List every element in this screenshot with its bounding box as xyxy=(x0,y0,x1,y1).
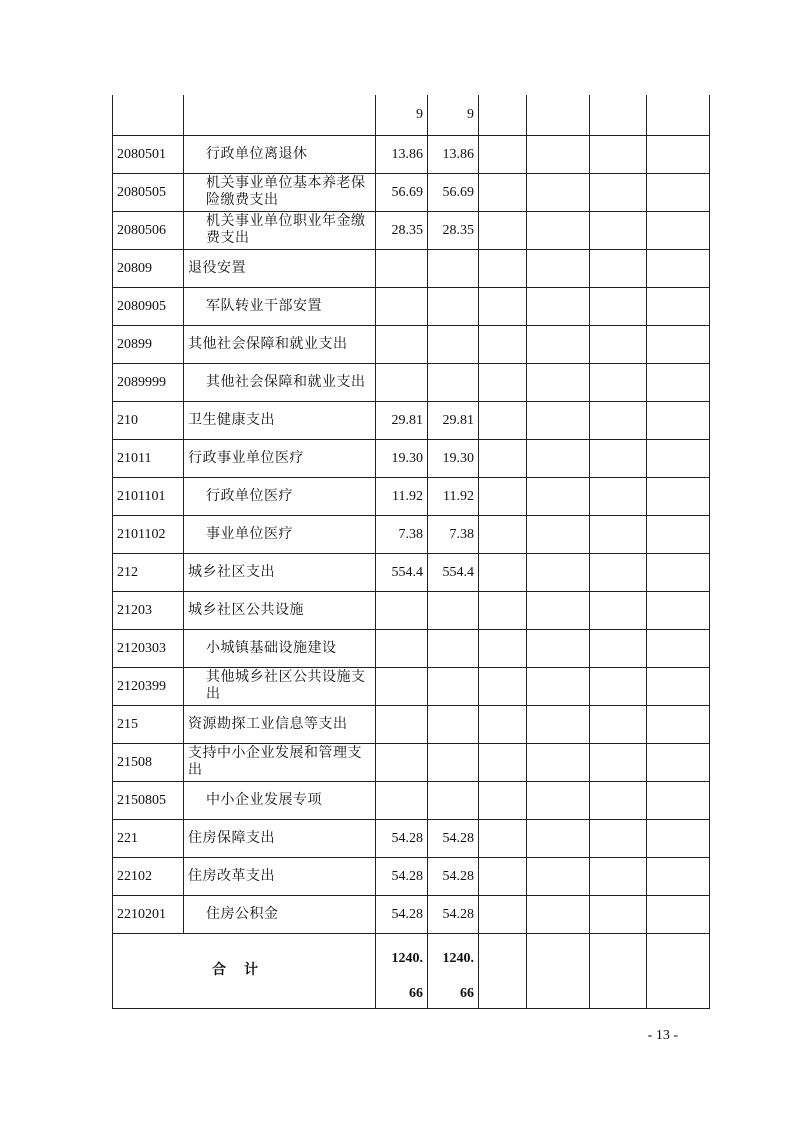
table-row xyxy=(113,515,710,553)
amount-cell xyxy=(376,363,428,401)
empty-cell xyxy=(647,249,710,287)
amount-cell xyxy=(376,705,428,743)
name-cell: 中小企业发展专项 xyxy=(184,781,376,819)
empty-cell xyxy=(527,743,590,781)
empty-cell xyxy=(479,553,527,591)
empty-cell xyxy=(479,895,527,933)
empty-cell xyxy=(590,781,647,819)
empty-cell xyxy=(527,515,590,553)
amount-cell xyxy=(428,781,479,819)
empty-cell xyxy=(527,781,590,819)
code-cell: 2089999 xyxy=(113,363,184,401)
empty-cell xyxy=(527,667,590,705)
budget-table xyxy=(112,95,710,1009)
amount-cell: 54.28 xyxy=(376,857,428,895)
table-row xyxy=(113,705,710,743)
empty-cell xyxy=(647,287,710,325)
empty-cell xyxy=(590,287,647,325)
empty-cell xyxy=(527,629,590,667)
name-cell: 支持中小企业发展和管理支出 xyxy=(184,743,376,781)
name-cell: 城乡社区支出 xyxy=(184,553,376,591)
empty-cell xyxy=(590,401,647,439)
code-cell: 2080501 xyxy=(113,135,184,173)
name-cell: 卫生健康支出 xyxy=(184,401,376,439)
code-cell: 20809 xyxy=(113,249,184,287)
empty-cell xyxy=(647,667,710,705)
empty-cell xyxy=(647,705,710,743)
table-row xyxy=(113,591,710,629)
amount-cell xyxy=(428,363,479,401)
table-row xyxy=(113,439,710,477)
amount-cell: 11.92 xyxy=(376,477,428,515)
empty-cell xyxy=(590,173,647,211)
empty-cell xyxy=(479,819,527,857)
table-row xyxy=(113,401,710,439)
table-row xyxy=(113,667,710,705)
total-amount-2 xyxy=(428,933,479,1008)
amount-cell: 28.35 xyxy=(376,211,428,249)
total-row xyxy=(113,933,710,1008)
code-cell: 2150805 xyxy=(113,781,184,819)
table-row xyxy=(113,895,710,933)
code-cell: 2080905 xyxy=(113,287,184,325)
amount-cell: 7.38 xyxy=(428,515,479,553)
empty-cell xyxy=(527,553,590,591)
amount-cell xyxy=(376,287,428,325)
empty-cell xyxy=(647,211,710,249)
code-cell: 2101102 xyxy=(113,515,184,553)
table-row xyxy=(113,857,710,895)
table-row xyxy=(113,743,710,781)
empty-cell xyxy=(527,363,590,401)
code-cell: 2120303 xyxy=(113,629,184,667)
empty-cell xyxy=(590,249,647,287)
empty-cell xyxy=(479,477,527,515)
table-row xyxy=(113,249,710,287)
name-cell: 行政单位离退休 xyxy=(184,135,376,173)
amount-cell xyxy=(376,325,428,363)
table-row xyxy=(113,781,710,819)
empty-cell xyxy=(590,211,647,249)
empty-cell xyxy=(647,401,710,439)
name-cell: 退役安置 xyxy=(184,249,376,287)
table-row xyxy=(113,325,710,363)
code-cell: 2120399 xyxy=(113,667,184,705)
empty-cell xyxy=(590,553,647,591)
empty-cell xyxy=(647,363,710,401)
name-cell: 小城镇基础设施建设 xyxy=(184,629,376,667)
table-row xyxy=(113,95,710,135)
amount-cell: 54.28 xyxy=(376,895,428,933)
empty-cell xyxy=(647,933,710,1008)
table-row xyxy=(113,287,710,325)
page-number: - 13 - xyxy=(647,1028,678,1043)
amount-cell: 56.69 xyxy=(428,173,479,211)
empty-cell xyxy=(479,743,527,781)
amount-cell: 11.92 xyxy=(428,477,479,515)
empty-cell xyxy=(647,819,710,857)
code-cell: 215 xyxy=(113,705,184,743)
code-cell xyxy=(113,95,184,135)
code-cell: 21508 xyxy=(113,743,184,781)
total-amount-1-line2: 66 xyxy=(409,985,423,1001)
empty-cell xyxy=(647,895,710,933)
empty-cell xyxy=(527,173,590,211)
empty-cell xyxy=(479,629,527,667)
empty-cell xyxy=(647,173,710,211)
empty-cell xyxy=(479,667,527,705)
code-cell: 21203 xyxy=(113,591,184,629)
empty-cell xyxy=(647,629,710,667)
empty-cell xyxy=(647,515,710,553)
empty-cell xyxy=(647,439,710,477)
empty-cell xyxy=(647,781,710,819)
empty-cell xyxy=(479,591,527,629)
amount-cell xyxy=(428,743,479,781)
empty-cell xyxy=(527,287,590,325)
total-amount-1-line1: 1240. xyxy=(391,950,423,966)
code-cell: 2080506 xyxy=(113,211,184,249)
empty-cell xyxy=(527,591,590,629)
amount-cell xyxy=(428,705,479,743)
empty-cell xyxy=(647,553,710,591)
table-row xyxy=(113,629,710,667)
table-row xyxy=(113,363,710,401)
empty-cell xyxy=(527,933,590,1008)
name-cell: 机关事业单位基本养老保险缴费支出 xyxy=(184,173,376,211)
amount-cell: 28.35 xyxy=(428,211,479,249)
empty-cell xyxy=(590,705,647,743)
amount-cell xyxy=(376,591,428,629)
empty-cell xyxy=(590,363,647,401)
empty-cell xyxy=(527,477,590,515)
amount-cell: 554.4 xyxy=(428,553,479,591)
amount-cell: 54.28 xyxy=(376,819,428,857)
amount-cell: 9 xyxy=(376,95,428,135)
table-row xyxy=(113,553,710,591)
empty-cell xyxy=(590,743,647,781)
name-cell: 住房改革支出 xyxy=(184,857,376,895)
empty-cell xyxy=(647,743,710,781)
amount-cell: 13.86 xyxy=(376,135,428,173)
empty-cell xyxy=(527,895,590,933)
code-cell: 21011 xyxy=(113,439,184,477)
empty-cell xyxy=(479,135,527,173)
table-row xyxy=(113,477,710,515)
amount-cell xyxy=(376,667,428,705)
amount-cell: 7.38 xyxy=(376,515,428,553)
name-cell xyxy=(184,95,376,135)
total-amount-2-line1: 1240. xyxy=(442,950,474,966)
total-amount-1 xyxy=(376,933,428,1008)
empty-cell xyxy=(479,363,527,401)
empty-cell xyxy=(527,95,590,135)
empty-cell xyxy=(647,135,710,173)
table-body xyxy=(113,95,710,933)
amount-cell xyxy=(428,591,479,629)
amount-cell xyxy=(376,629,428,667)
total-amount-2-line2: 66 xyxy=(460,985,474,1001)
amount-cell: 554.4 xyxy=(376,553,428,591)
empty-cell xyxy=(647,477,710,515)
amount-cell xyxy=(428,629,479,667)
amount-cell xyxy=(428,325,479,363)
name-cell: 资源勘探工业信息等支出 xyxy=(184,705,376,743)
empty-cell xyxy=(590,629,647,667)
empty-cell xyxy=(479,95,527,135)
amount-cell xyxy=(376,249,428,287)
code-cell: 2210201 xyxy=(113,895,184,933)
name-cell: 城乡社区公共设施 xyxy=(184,591,376,629)
empty-cell xyxy=(527,439,590,477)
code-cell: 20899 xyxy=(113,325,184,363)
empty-cell xyxy=(527,819,590,857)
empty-cell xyxy=(647,857,710,895)
table-row xyxy=(113,211,710,249)
empty-cell xyxy=(479,249,527,287)
empty-cell xyxy=(479,401,527,439)
empty-cell xyxy=(590,895,647,933)
amount-cell xyxy=(428,249,479,287)
empty-cell xyxy=(527,401,590,439)
empty-cell xyxy=(590,857,647,895)
empty-cell xyxy=(479,173,527,211)
empty-cell xyxy=(479,325,527,363)
amount-cell: 13.86 xyxy=(428,135,479,173)
empty-cell xyxy=(479,211,527,249)
amount-cell: 54.28 xyxy=(428,857,479,895)
empty-cell xyxy=(479,857,527,895)
name-cell: 其他社会保障和就业支出 xyxy=(184,363,376,401)
name-cell: 机关事业单位职业年金缴费支出 xyxy=(184,211,376,249)
empty-cell xyxy=(527,705,590,743)
empty-cell xyxy=(590,135,647,173)
table-row xyxy=(113,135,710,173)
amount-cell xyxy=(428,287,479,325)
amount-cell: 9 xyxy=(428,95,479,135)
empty-cell xyxy=(647,325,710,363)
table-row xyxy=(113,173,710,211)
total-section xyxy=(113,933,710,1008)
empty-cell xyxy=(590,95,647,135)
empty-cell xyxy=(479,287,527,325)
name-cell: 军队转业干部安置 xyxy=(184,287,376,325)
amount-cell: 56.69 xyxy=(376,173,428,211)
empty-cell xyxy=(590,819,647,857)
empty-cell xyxy=(527,135,590,173)
empty-cell xyxy=(590,933,647,1008)
empty-cell xyxy=(590,591,647,629)
amount-cell: 19.30 xyxy=(376,439,428,477)
empty-cell xyxy=(590,515,647,553)
name-cell: 事业单位医疗 xyxy=(184,515,376,553)
name-cell: 行政事业单位医疗 xyxy=(184,439,376,477)
code-cell: 2101101 xyxy=(113,477,184,515)
name-cell: 其他社会保障和就业支出 xyxy=(184,325,376,363)
amount-cell xyxy=(376,743,428,781)
empty-cell xyxy=(527,325,590,363)
empty-cell xyxy=(647,95,710,135)
code-cell: 210 xyxy=(113,401,184,439)
code-cell: 22102 xyxy=(113,857,184,895)
amount-cell xyxy=(428,667,479,705)
empty-cell xyxy=(479,781,527,819)
code-cell: 212 xyxy=(113,553,184,591)
code-cell: 221 xyxy=(113,819,184,857)
empty-cell xyxy=(479,705,527,743)
table-row xyxy=(113,819,710,857)
name-cell: 行政单位医疗 xyxy=(184,477,376,515)
amount-cell: 19.30 xyxy=(428,439,479,477)
name-cell: 其他城乡社区公共设施支出 xyxy=(184,667,376,705)
amount-cell: 54.28 xyxy=(428,819,479,857)
code-cell: 2080505 xyxy=(113,173,184,211)
empty-cell xyxy=(527,249,590,287)
empty-cell xyxy=(590,439,647,477)
empty-cell xyxy=(647,591,710,629)
empty-cell xyxy=(479,439,527,477)
empty-cell xyxy=(590,325,647,363)
amount-cell: 29.81 xyxy=(428,401,479,439)
empty-cell xyxy=(527,857,590,895)
empty-cell xyxy=(590,667,647,705)
name-cell: 住房公积金 xyxy=(184,895,376,933)
amount-cell: 54.28 xyxy=(428,895,479,933)
empty-cell xyxy=(527,211,590,249)
amount-cell: 29.81 xyxy=(376,401,428,439)
name-cell: 住房保障支出 xyxy=(184,819,376,857)
empty-cell xyxy=(479,515,527,553)
empty-cell xyxy=(479,933,527,1008)
amount-cell xyxy=(376,781,428,819)
empty-cell xyxy=(590,477,647,515)
total-label: 合计 xyxy=(113,933,376,1008)
